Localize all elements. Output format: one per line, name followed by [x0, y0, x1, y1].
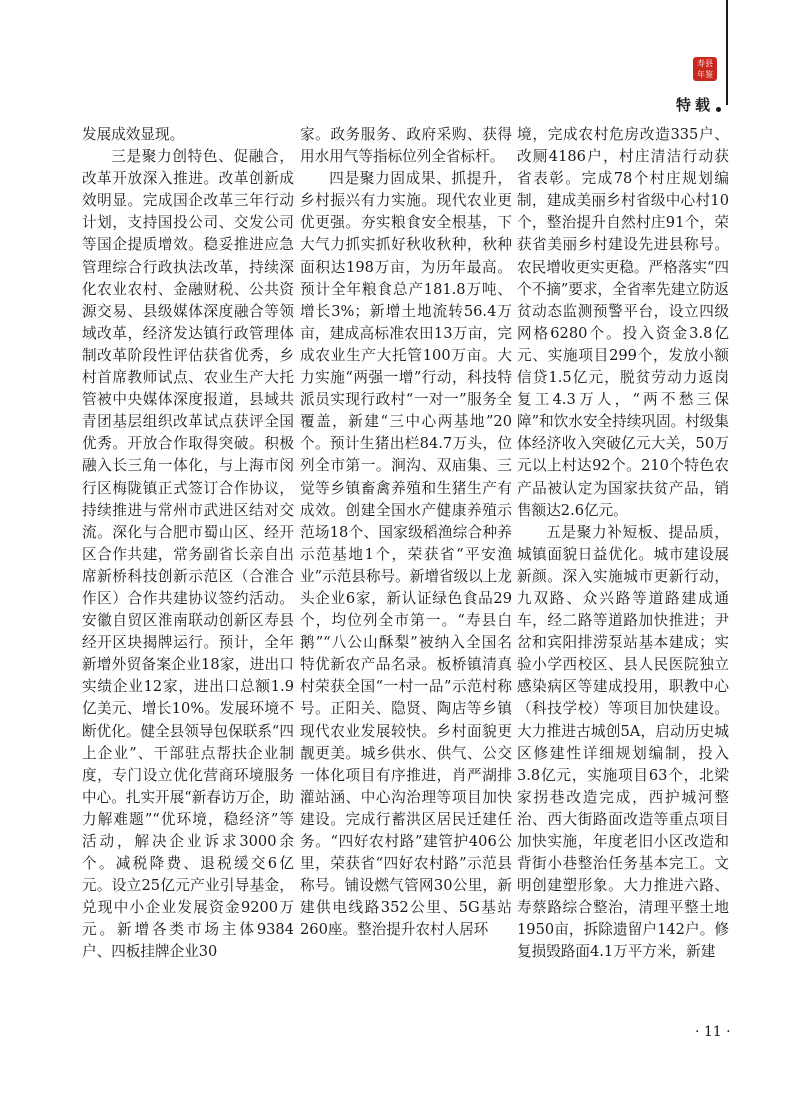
text-column-2 — [300, 124, 512, 941]
section-title-text: 特载 — [676, 96, 715, 114]
paragraph: 境，完成农村危房改造335户、改厕4186户，村庄清洁行动获省表彰。完成78个村庄规划编制，建成美丽乡村省级中心村10个，整治提升自然村庄91个，荣获省美丽乡村建设先进县称号。农民增收更实更稳。严格落实“四个不摘”要求，全省率先建立防返贫动态监测预警平台，设立四级网格6280个。投入资金3.8亿元、实施项目299个，发放小额信贷1.5亿元，脱贫劳动力返岗复工4.3万人，“两不愁三保障”和饮水安全持续巩固。村级集体经济收入突破亿元大关，50万元以上村达92个。210个特色农产品被认定为国家扶贫产品，销售额达2.6亿元。 — [517, 126, 729, 519]
paragraph: 三是聚力创特色、促融合，改革开放深入推进。改革创新成效明显。完成国企改革三年行动计划，支持国投公司、交发公司等国企提质增效。稳妥推进应急管理综合行政执法改革，持续深化农业农村、金融财税、公共资源交易、县级媒体深度融合等领域改革，经济发达镇行政管理体制改革阶段性评估获省优秀，乡村首席教师试点、农业生产大托管被中央媒体深度报道，县域共青团基层组织改革试点获评全国优秀。开放合作取得突破。积极融入长三角一体化，与上海市闵行区梅陇镇正式签订合作协议，持续推进与常州市武进区结对交流。深化与合肥市蜀山区、经开区合作共建，常务副省长亲自出席新桥科技创新示范区（合淮合作区）合作共建协议签约活动。安徽自贸区淮南联动创新区寿县经开区块揭牌运行。预计，全年新增外贸备案企业18家，进出口实绩企业12家，进出口总额1.9亿美元、增长10%。发展环境不断优化。健全县领导包保联系“四上企业”、干部驻点帮扶企业制度，专门设立优化营商环境服务中心。扎实开展“新春访万企，助力解难题”“优环境，稳经济”等活动，解决企业诉求3000余个。减税降费、退税缓交6亿元。设立25亿元产业引导基金，兑现中小企业发展资金9200万元。新增各类市场主体9384户、四板挂牌企业30 — [82, 148, 294, 961]
header-vertical-rule — [726, 0, 728, 105]
text-column-1 — [82, 124, 294, 964]
section-title — [676, 94, 714, 115]
paragraph: 家。政务服务、政府采购、获得用水用气等指标位列全省标杆。 — [300, 126, 512, 166]
page-number: · 11 · — [695, 1024, 731, 1040]
paragraph: 发展成效显现。 — [82, 126, 185, 143]
yearbook-seal-logo: 寿县 年鉴 — [693, 57, 717, 81]
paragraph: 四是聚力固成果、抓提升，乡村振兴有力实施。现代农业更优更强。夯实粮食安全根基，下大气力抓实抓好秋收秋种，秋种面积达198万亩，为历年最高。预计全年粮食总产181.8万吨、增长3%；新增土地流转56.4万亩，建成高标准农田13万亩，完成农业生产大托管100万亩。大力实施“两强一增”行动，科技特派员实现行政村“一对一”服务全覆盖，新建“三中心两基地”20个。预计生猪出栏84.7万头，位列全市第一。涧沟、双庙集、三觉等乡镇畜禽养殖和生猪生产有成效。创建全国水产健康养殖示范场18个、国家级稻渔综合种养示范基地1个，荣获省“平安渔业”示范县称号。新增省级以上龙头企业6家，新认证绿色食品29个，均位列全市第一。“寿县白鹅”“八公山酥梨”被纳入全国名特优新农产品名录。板桥镇清真村荣获全国“一村一品”示范村称号。正阳关、隐贤、陶店等乡镇现代农业发展较快。乡村面貌更靓更美。城乡供水、供气、公交一体化项目有序推进，肖严湖排灌站涵、中心沟治理等项目加快建设。完成行蓄洪区居民迁建任务。“四好农村路”建管护406公里，荣获省“四好农村路”示范县称号。铺设燃气管网30公里，新建供电线路352公里、5G基站260座。整治提升农村人居环 — [300, 170, 512, 939]
paragraph: 五是聚力补短板、提品质，城镇面貌日益优化。城市建设展新颜。深入实施城市更新行动，九双路、众兴路等道路建成通车，经二路等道路加快推进；尹岔和宾阳排涝泵站基本建成；实验小学西校区、县人民医院独立感染病区等建成投用，职教中心（科技学校）等项目加快建设。大力推进古城创5A，启动历史城区修建性详细规划编制，投入3.8亿元，实施项目63个，北梁家拐巷改造完成，西护城河整治、西大街路面改造等重点项目加快实施，年度老旧小区改造和背街小巷整治任务基本完工。文明创建塑形象。大力推进六路、寿蔡路综合整治，清理平整土地1950亩，拆除遗留户142户。修复损毁路面4.1万平方米，新建 — [517, 523, 729, 961]
text-column-3 — [517, 124, 729, 964]
section-dot — [716, 107, 721, 112]
